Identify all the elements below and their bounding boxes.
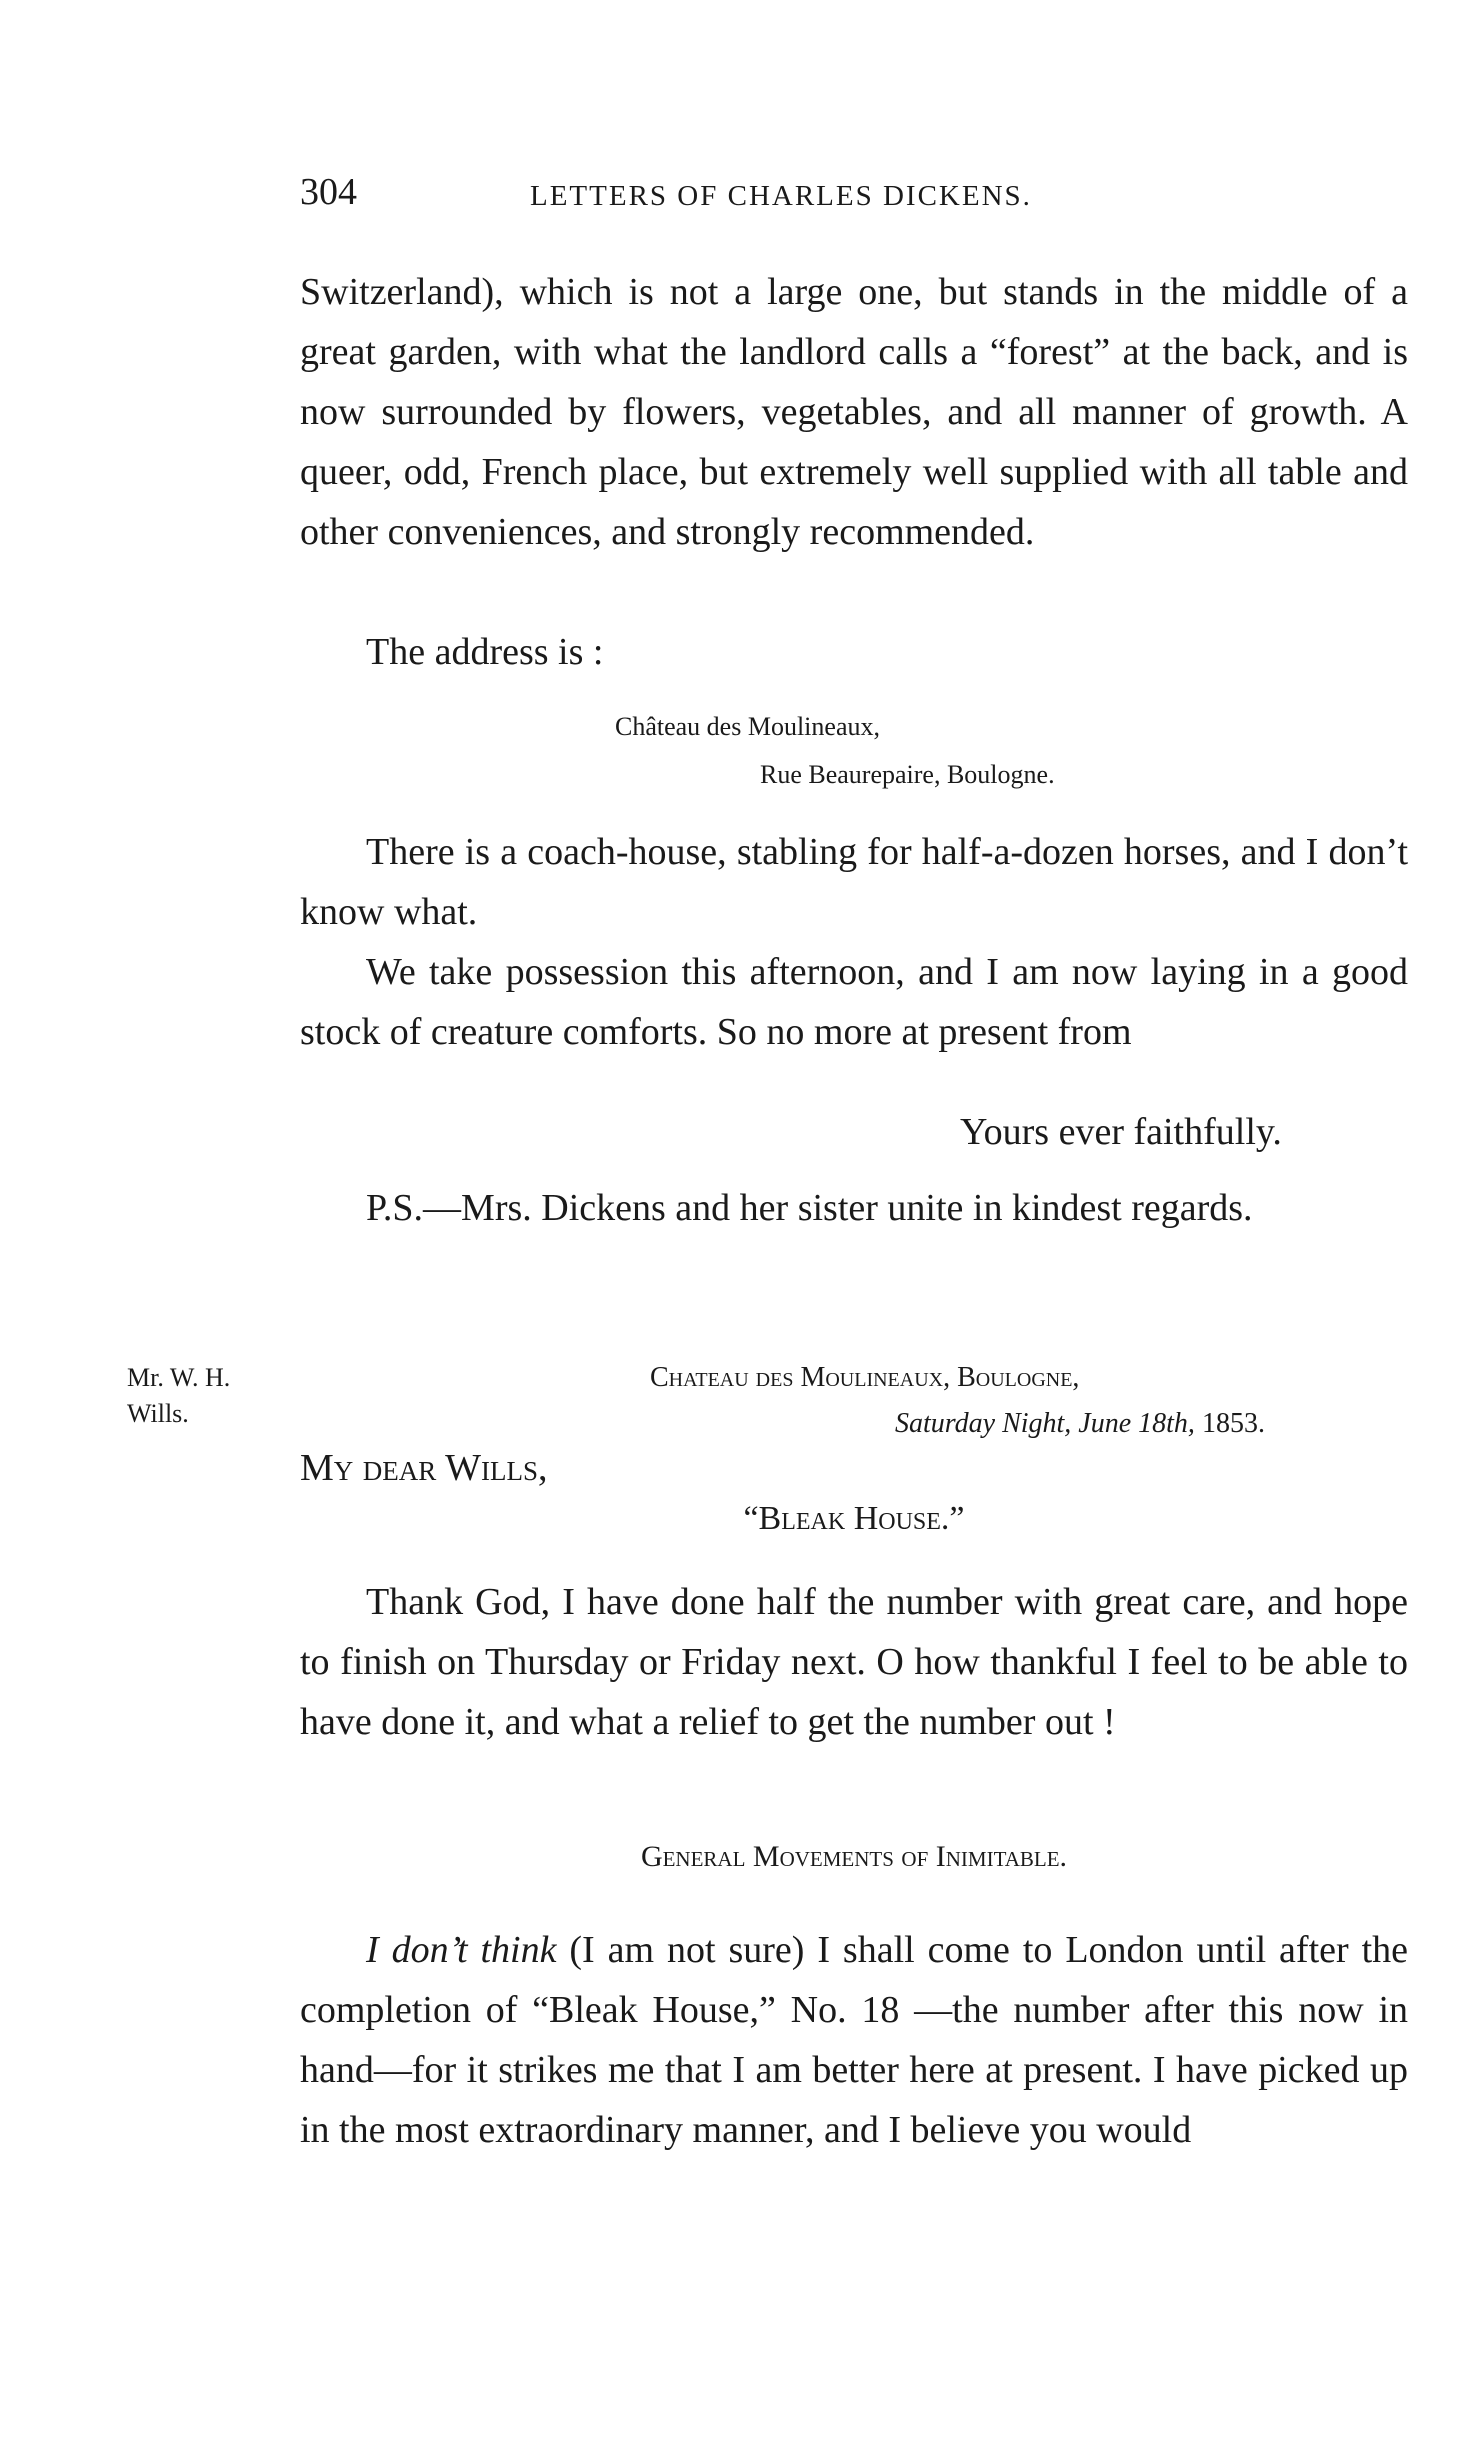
letter-date-day: Saturday Night, June 18th,	[895, 1408, 1195, 1439]
section-heading-movements: General Movements of Inimitable.	[640, 1840, 1068, 1873]
closing-line: Yours ever faithfully.	[960, 1111, 1282, 1153]
address-line-1: Château des Moulineaux,	[615, 712, 880, 741]
paragraph-possession: We take possession this afternoon, and I am now laying in a good stock of creature comforts. So no more at present from	[300, 951, 1408, 1053]
paragraph-london	[300, 1920, 1408, 2160]
sidenote-line-1: Mr. W. H.	[127, 1363, 231, 1392]
emphasis-dont-think: I don’t think	[366, 1929, 557, 1971]
section-heading-bleak-house: “Bleak House.”	[743, 1500, 965, 1537]
paragraph-postscript: P.S.—Mrs. Dickens and her sister unite in kindest regards.	[366, 1187, 1253, 1229]
address-line-2: Rue Beaurepaire, Boulogne.	[760, 760, 1055, 789]
letter-place: Chateau des Moulineaux, Boulogne,	[650, 1362, 1080, 1393]
page-number: 304	[300, 171, 357, 213]
letter-date-year: 1853.	[1201, 1408, 1265, 1439]
paragraph-thank-god: Thank God, I have done half the number with great care, and hope to finish on Thursday or Friday next. O how thankful I feel to be able to have done it, and what a relief to get the number out !	[300, 1581, 1408, 1743]
sidenote-line-2: Wills.	[127, 1399, 189, 1428]
paragraph-continued: Switzerland), which is not a large one, but stands in the middle of a great garden, with what the landlord calls a “forest” at the back, and is now surrounded by flowers, vegetables, and all manner of growth. A queer, odd, French place, but extremely well supplied with all table and other conveniences, and strongly recommended.	[300, 271, 1408, 553]
running-head: LETTERS OF CHARLES DICKENS.	[530, 180, 1032, 212]
letter-date	[895, 1408, 1265, 1440]
page-header	[300, 170, 1170, 220]
paragraph-coach-house: There is a coach-house, stabling for half-a-dozen horses, and I don’t know what.	[300, 831, 1408, 933]
paragraph-address-intro: The address is :	[366, 631, 604, 673]
salutation: My dear Wills,	[300, 1447, 548, 1489]
paragraph-london-text: (I am not sure) I shall come to London until after the completion of “Bleak House,” No. 18 —the number after this now in hand—for it strikes me that I am better here at present. I have picked up in the most extraordinary manner, and I believe you would	[300, 1929, 1408, 2151]
sidenote-recipient	[127, 1360, 230, 1432]
